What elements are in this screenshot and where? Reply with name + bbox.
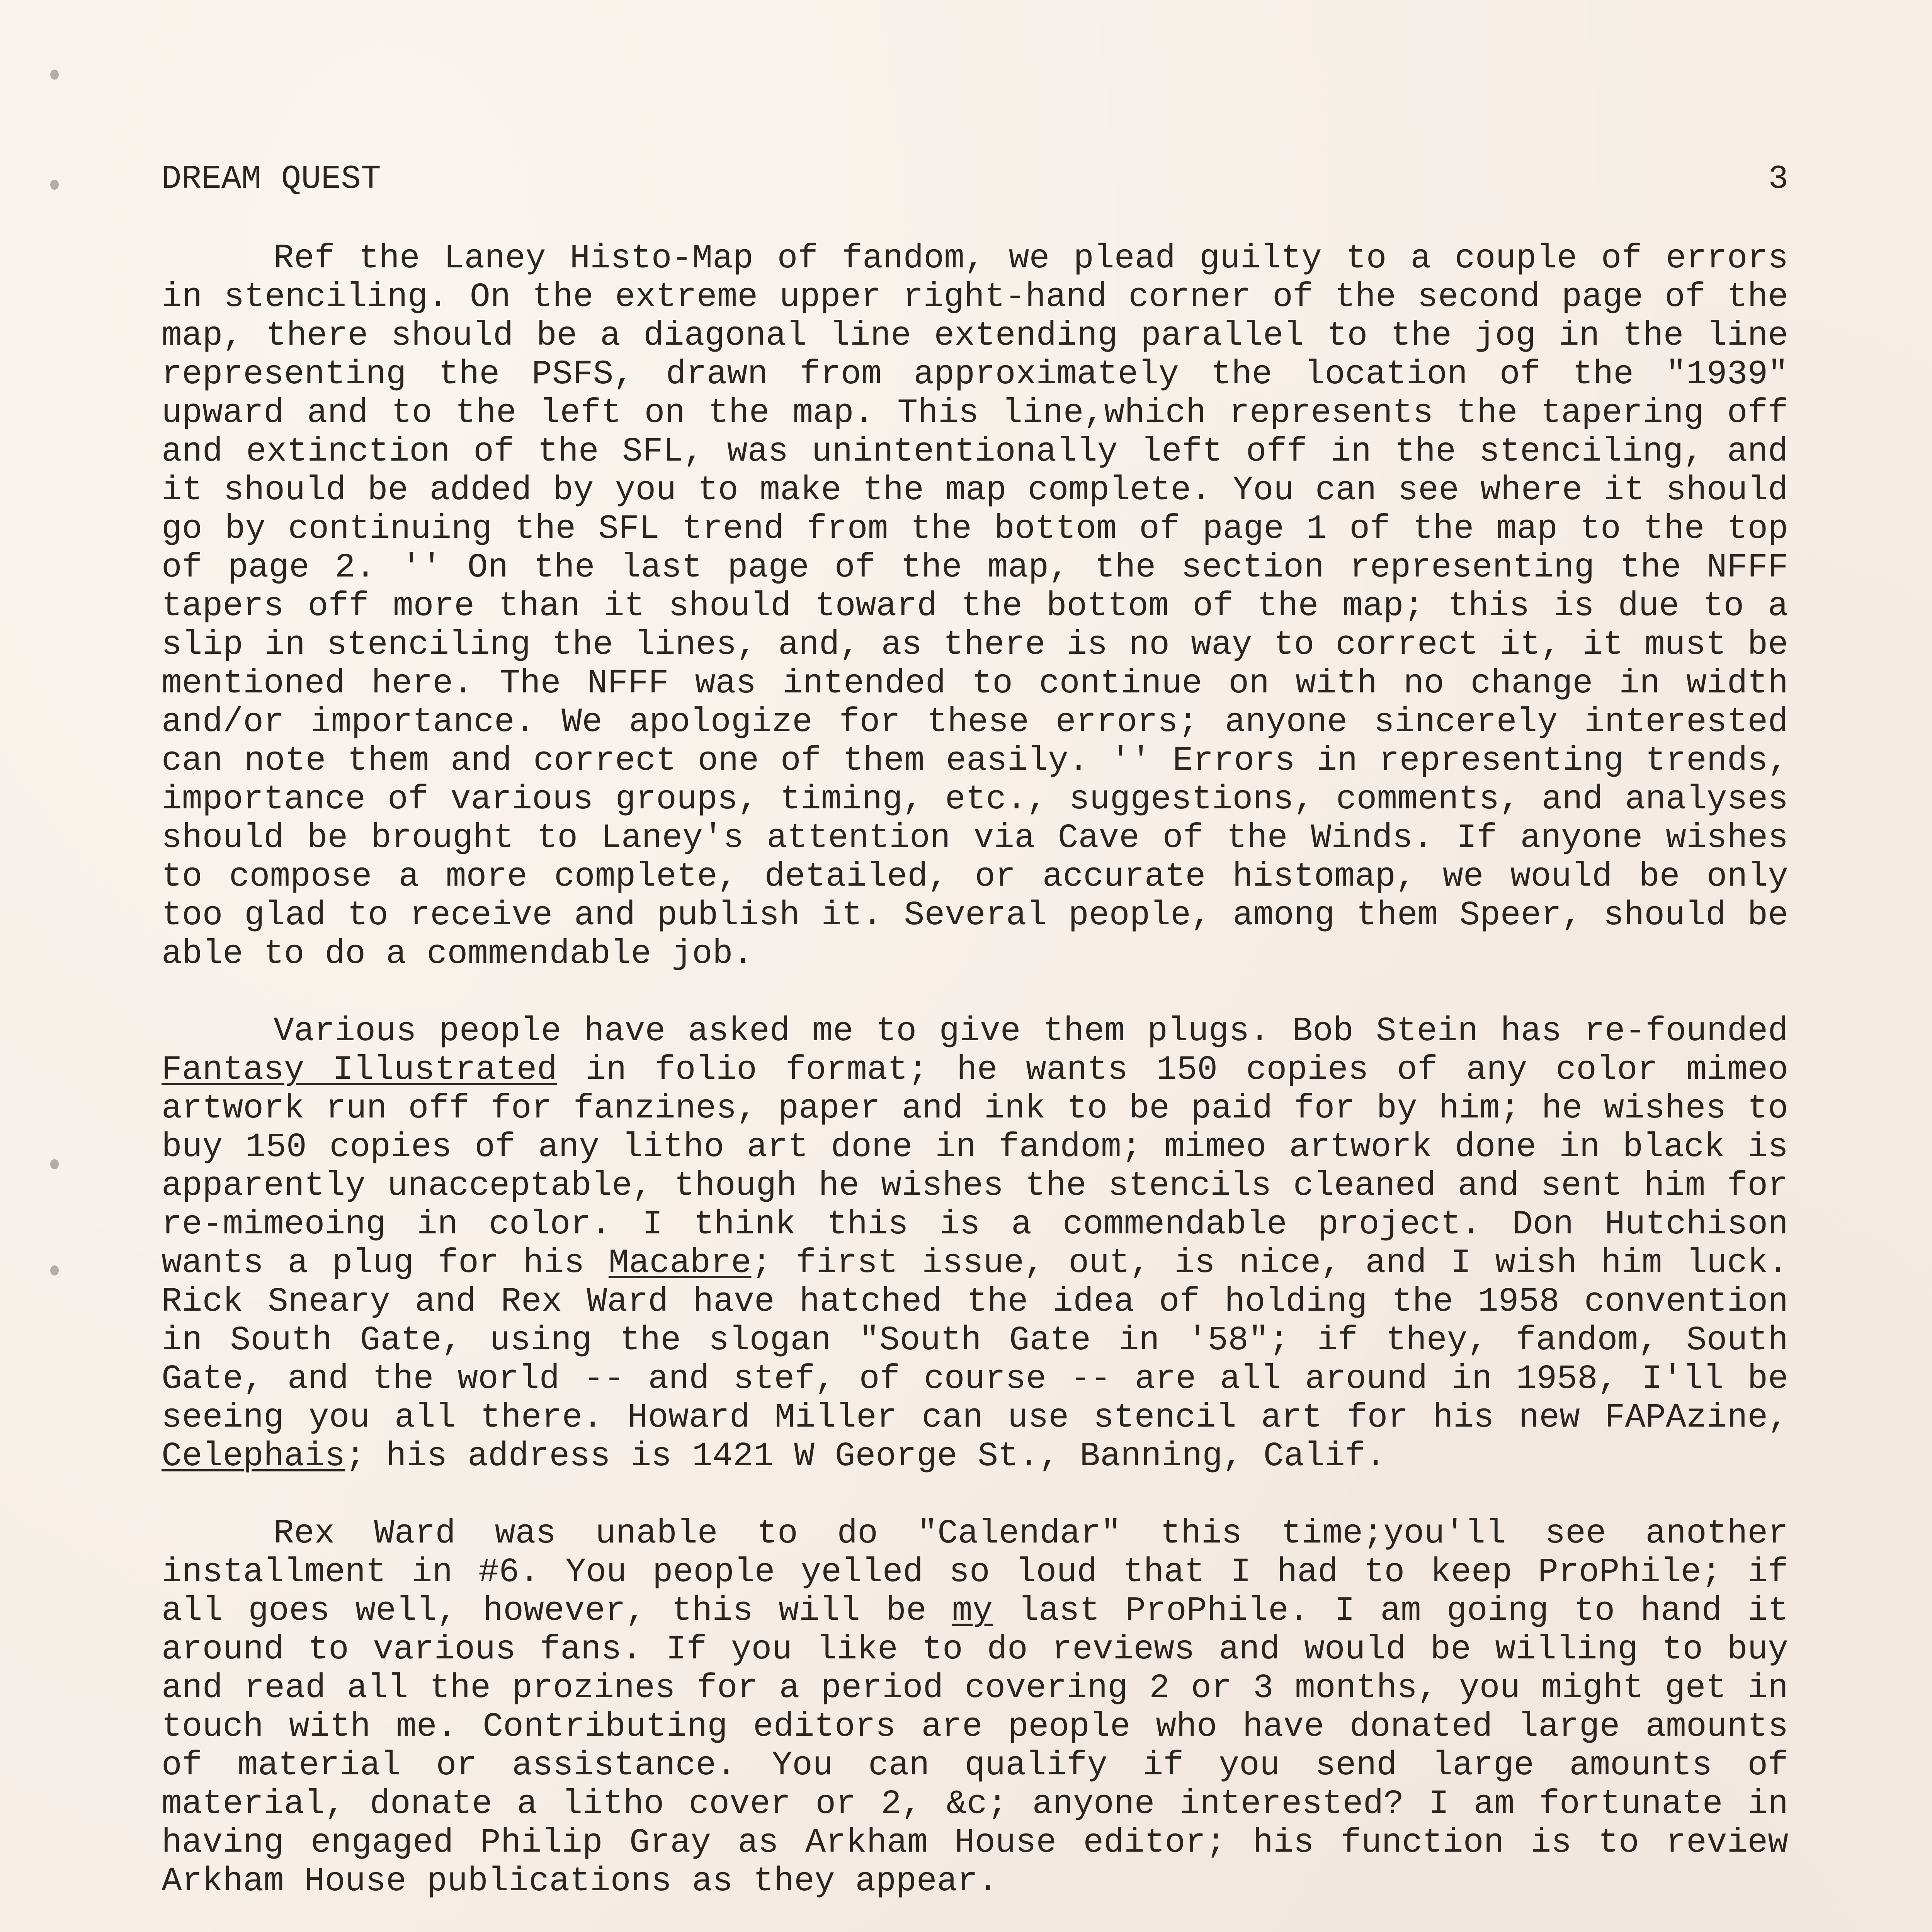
- paragraph-histo-map-errata: Ref the Laney Histo-Map of fandom, we plead guilty to a couple of errors in stenciling. On the extreme upper right-hand corner of the second page of the map, there should be a diagonal line extending parallel to the jog in the line representing the PSFS, drawn from approximately the location of the "1939" upward and to the left on the map. This line,which represents the tapering off and extinction of the SFL, was unintentionally left off in the stenciling, and it should be added by you to make the map complete. You can see where it should go by continuing the SFL trend from the bottom of page 1 of the map to the top of page 2. '' On the last page of the map, the section representing the NFFF tapers off more than it should toward the bottom of the map; this is due to a slip in stenciling the lines, and, as there is no way to correct it, it must be mentioned here. The NFFF was intended to continue on with no change in width and/or importance. We apologize for these errors; anyone sincerely interested can note them and correct one of them easily. '' Errors in representing trends, importance of various groups, timing, etc., suggestions, comments, and analyses should be brought to Laney's attention via Cave of the Winds. If anyone wishes to compose a more complete, detailed, or accurate histomap, we would be only too glad to receive and publish it. Several people, among them Speer, should be able to do a commendable job.: [162, 240, 1788, 973]
- zine-title-fantasy-illustrated: Fantasy Illustrated: [162, 1051, 558, 1089]
- zine-title-macabre: Macabre: [608, 1244, 752, 1282]
- editorial-body: [162, 240, 1788, 1932]
- punch-hole-mark: [50, 180, 59, 190]
- text-run: Various people have asked me to give them plugs. Bob Stein has re-founded: [274, 1012, 1788, 1051]
- punch-hole-mark: [50, 70, 59, 80]
- text-run: Rex Ward was unable to do "Calendar" this time;you'll see another installment in #6. You people yelled so loud that I had to keep ProPhile; if all goes well, however, this will be: [162, 1515, 1788, 1630]
- paragraph-plugs: [162, 1012, 1788, 1476]
- punch-hole-mark: [50, 1265, 59, 1276]
- zine-title-celephais: Celephais: [162, 1437, 345, 1476]
- emphasized-word: my: [952, 1592, 993, 1630]
- zine-title: DREAM QUEST: [162, 160, 381, 198]
- punch-hole-mark: [50, 1159, 59, 1169]
- text-run: ; first issue, out, is nice, and I wish him luck. Rick Sneary and Rex Ward have hatched the idea of holding the 1958 convention in South Gate, using the slogan "South Gate in '58"; if they, fandom, South Gate, and the world -- and stef, of course -- are all around in 1958, I'll be seeing you all there. Howard Miller can use stencil art for his new FAPAzine,: [162, 1244, 1788, 1437]
- text-run: in folio format; he wants 150 copies of any color mimeo artwork run off for fanzines, paper and ink to be paid for by him; he wishes to buy 150 copies of any litho art done in fandom; mimeo artwork done in black is apparently unacceptable, though he wishes the stencils cleaned and sent him for re-mimeoing in color. I think this is a commendable project. Don Hutchison wants a plug for his: [162, 1051, 1789, 1282]
- page-header: [162, 158, 1788, 200]
- page-number: 3: [1768, 160, 1788, 198]
- paragraph-calendar-prophile: [162, 1515, 1788, 1901]
- text-run: ; his address is 1421 W George St., Banning, Calif.: [345, 1437, 1386, 1476]
- text-run: last ProPhile. I am going to hand it around to various fans. If you like to do reviews and would be willing to buy and read all the prozines for a period covering 2 or 3 months, you might get in touch with me. Contributing editors are people who have donated large amounts of material or assistance. You can qualify if you send large amounts of material, donate a litho cover or 2, &c; anyone interested? I am fortunate in having engaged Philip Gray as Arkham House editor; his function is to review Arkham House publications as they appear.: [162, 1592, 1789, 1901]
